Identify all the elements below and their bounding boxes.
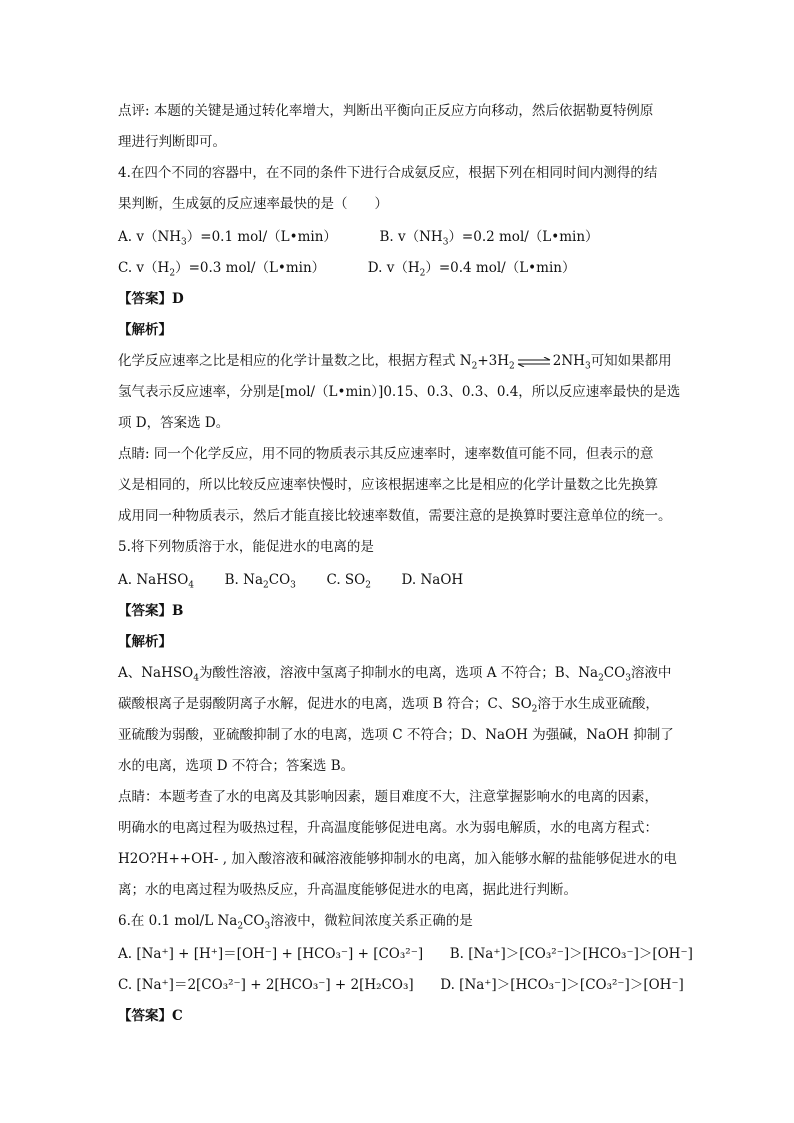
question-4-options-ab [118,227,599,247]
tip-5-line-4: 离；水的电离过程为吸热反应，升高温度能够促进水的电离，据此进行判断。 [118,882,577,898]
analysis-5-line-2: 碳酸根离子是弱酸阴离子水解，促进水的电离，选项 B 符合；C、$SO_2$溶于水生成亚硫酸， [118,696,659,715]
q5-option-a: A. NaHSO$_4$ [118,572,195,591]
q5-option-c: C. $SO_2$ [326,572,371,591]
question-5-options [118,570,463,590]
analysis-4-line-3: 项 D，答案选 D。 [118,415,230,431]
comment-line-1: 点评: 本题的关键是通过转化率增大，判断出平衡向正反应方向移动，然后依据勒夏特例原 [118,103,654,119]
option-c: C. $v(H_2)=0.3$ mol/（L•min） [118,260,326,279]
tip-5-line-1: 点睛：本题考查了水的电离及其影响因素，题目难度不大，注意掌握影响水的电离的因素， [118,789,658,805]
tip-4-line-1: 点睛: 同一个化学反应，用不同的物质表示其反应速率时，速率数值可能不同，但表示的意 [118,446,654,462]
option-a: A. $v(NH_3)=0.1$ mol/（L•min） [118,229,337,248]
question-6-options-ab [118,944,693,964]
tip-4-line-3: 成用同一种物质表示，然后才能直接比较速率数值，需要注意的是换算时要注意单位的统一。 [118,508,672,524]
tip-4-line-2: 义是相同的，所以比较反应速率快慢时，应该根据速率之比是相应的化学计量数之比先换算 [118,477,658,493]
equilibrium-arrow-icon [517,357,551,367]
question-5: 5.将下列物质溶于水，能促进水的电离的是 [118,539,374,555]
q5-option-d: D. NaOH [401,572,464,588]
q6-option-c: C. [Na⁺]＝2[CO₃²⁻] + 2[HCO₃⁻] + 2[H₂CO₃] [118,977,414,993]
q5-option-b: B. $Na_2CO_3$ [224,572,296,591]
tip-5-line-3: H2O?H++OH- , 加入酸溶液和碱溶液能够抑制水的电离，加入能够水解的盐能够促进水的电 [118,851,677,867]
answer-5: 【答案】B [118,603,184,619]
analysis-5-line-1: A、NaHSO$_4$为酸性溶液，溶液中氢离子抑制水的电离，选项 A 不符合；B、$Na_2CO_3$溶液中 [118,665,672,684]
analysis-4-heading: 【解析】 [118,322,172,338]
analysis-4-line-2: 氢气表示反应速率，分别是[mol/（L•min）]0.15、0.3、0.3、0.4，所以反应速率最快的是选 [118,384,681,400]
q6-option-d: D. [Na⁺]＞[HCO₃⁻]＞[CO₃²⁻]＞[OH⁻] [440,977,684,993]
analysis-5-heading: 【解析】 [118,634,172,650]
comment-line-2: 理进行判断即可。 [118,134,226,150]
question-6-options-cd [118,975,684,995]
tip-5-line-2: 明确水的电离过程为吸热过程，升高温度能够促进电离。水为弱电解质，水的电离方程式： [118,820,658,836]
question-4-options-cd [118,258,575,278]
question-4-line-1: 4.在四个不同的容器中，在不同的条件下进行合成氨反应，根据下列在相同时间内测得的结 [118,165,658,181]
answer-4: 【答案】D [118,291,184,307]
q6-option-b: B. [Na⁺]＞[CO₃²⁻]＞[HCO₃⁻]＞[OH⁻] [449,946,693,962]
answer-6: 【答案】C [118,1008,183,1024]
analysis-4-line-1: 化学反应速率之比是相应的化学计量数之比，根据方程式 $N_2+3H_2$ $2NH_3$可知如果都用 [118,353,672,372]
question-4-line-2: 果判断，生成氨的反应速率最快的是（ ） [118,196,388,212]
option-b: B. $v(NH_3)=0.2$ mol/（L•min） [379,229,599,248]
q6-option-a: A. [Na⁺] + [H⁺]＝[OH⁻] + [HCO₃⁻] + [CO₃²⁻] [118,946,424,962]
analysis-5-line-3: 亚硫酸为弱酸，亚硫酸抑制了水的电离，选项 C 不符合；D、NaOH 为强碱，NaOH 抑制了 [118,727,674,743]
analysis-5-line-4: 水的电离，选项 D 不符合；答案选 B。 [118,758,355,774]
option-d: D. $v(H_2)=0.4$ mol/（L•min） [367,260,576,279]
question-6: 6.在 0.1 mol/L $Na_2CO_3$溶液中，微粒间浓度关系正确的是 [118,913,473,932]
